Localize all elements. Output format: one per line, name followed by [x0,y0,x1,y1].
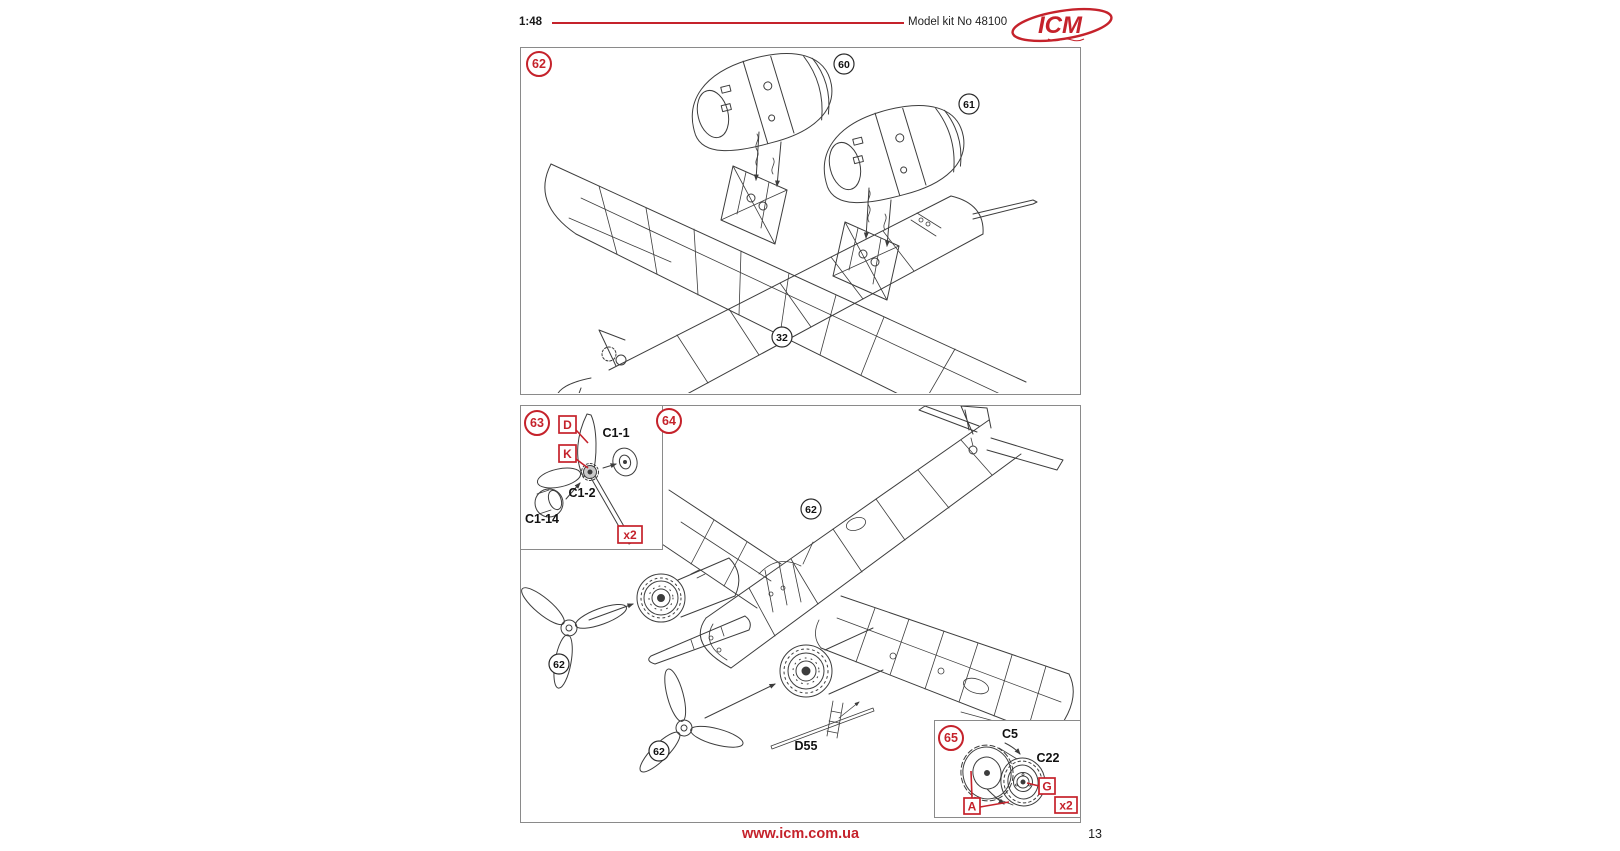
right-wing-art [815,596,1073,738]
part-c5-label: C5 [1002,727,1018,741]
step-62-badge: 62 [526,51,552,77]
step-65-badge: 65 [938,725,964,751]
engine-mounts-art [721,132,899,300]
left-wing-art [647,490,781,608]
engine-nacelle-1-art [637,558,739,622]
paint-label-k [559,445,576,462]
svg-text:62: 62 [553,659,565,671]
page-number: 13 [1088,827,1102,841]
svg-text:32: 32 [776,332,788,344]
callout-61 [959,94,979,114]
propeller-1-art [521,583,629,690]
header-rule [552,22,904,24]
part-c1-2-label: C1-2 [568,486,596,500]
svg-text:x2: x2 [623,528,637,542]
engine-nacelle-2-art [780,628,883,738]
paint-label-a [964,798,980,814]
callout-62-prop2 [649,741,669,761]
quantity-x2 [618,526,642,543]
icm-logo [1008,4,1118,46]
part-c1-1-label: C1-1 [602,426,630,440]
step-62-drawing [521,48,1079,393]
quantity-x2 [1055,797,1077,813]
paint-label-d [559,416,576,433]
svg-text:62: 62 [653,746,665,758]
cone-shaft-art [649,616,751,664]
callout-60 [834,54,854,74]
arrow-prop1 [589,604,633,620]
paint-label-g [1039,778,1055,794]
fuselage-art [556,196,1037,393]
part-d55-label: D55 [794,739,818,753]
svg-text:G: G [1042,779,1052,794]
svg-text:x2: x2 [1059,798,1073,813]
cowling-61-art [813,94,974,213]
step-62-panel [520,47,1081,395]
part-c1-14-label: C1-14 [524,512,560,526]
step-63-badge: 63 [524,410,550,436]
callout-62-prop1 [549,654,569,674]
logo-text: ICM [1038,12,1082,39]
svg-text:61: 61 [963,99,975,111]
fuselage-art [700,406,1063,668]
svg-text:60: 60 [838,59,850,71]
part-c22-label: C22 [1036,751,1060,765]
scale-label: 1:48 [519,16,543,28]
step-64-badge: 64 [656,408,682,434]
arrow-prop2 [705,684,775,718]
callout-32 [772,327,792,347]
cowling-60-art [681,48,842,160]
svg-text:A: A [967,799,977,814]
propeller-2-art [606,661,759,813]
svg-text:62: 62 [805,504,817,516]
part-d55-art [771,702,874,749]
callout-62-fuselage [801,499,821,519]
kit-number-label: Model kit No 48100 [908,16,1008,28]
svg-text:K: K [563,447,572,461]
website-link: www.icm.com.ua [741,826,860,842]
svg-text:D: D [563,418,572,432]
